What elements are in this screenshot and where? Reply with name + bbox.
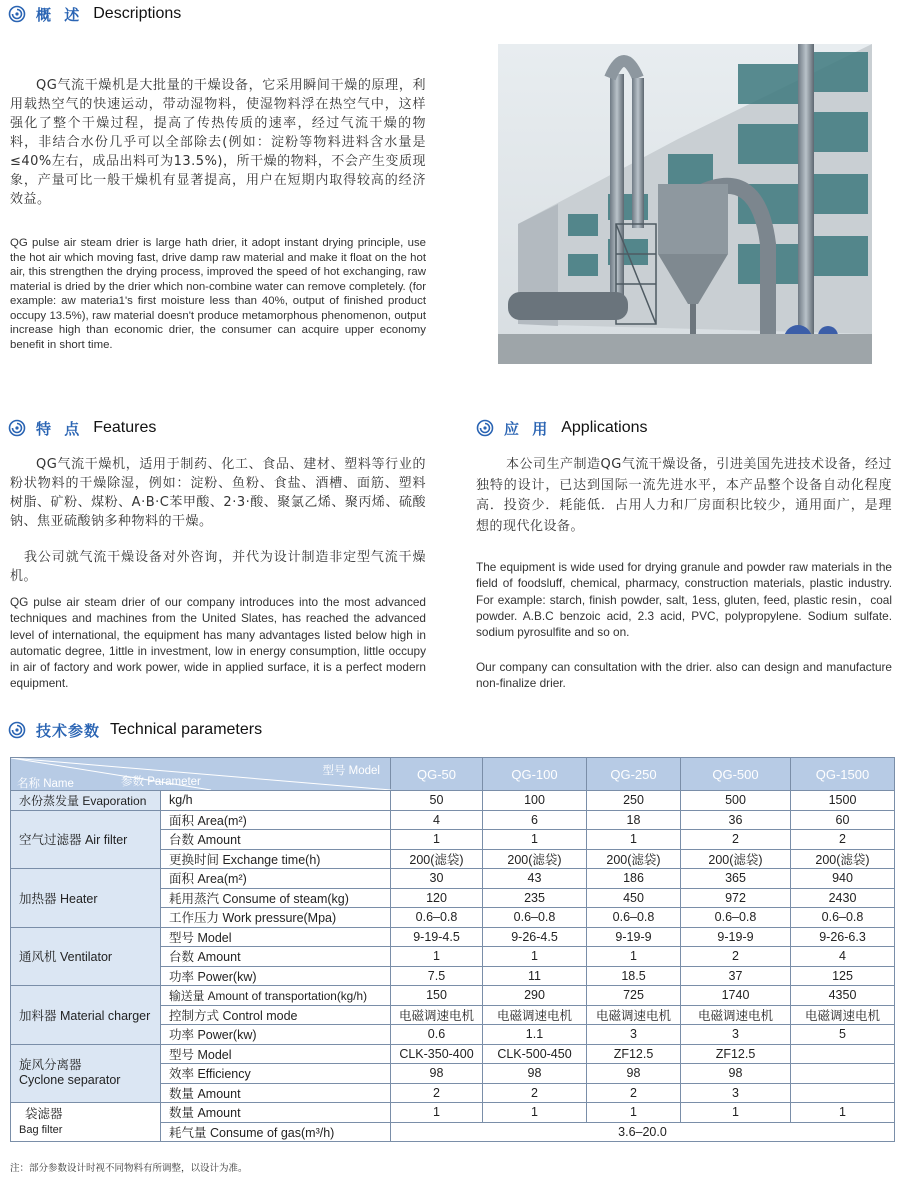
value-cell: 18 — [587, 810, 681, 830]
value-cell: 450 — [587, 888, 681, 908]
value-cell: 6 — [483, 810, 587, 830]
model-header: QG-250 — [587, 758, 681, 791]
value-cell: 1500 — [791, 791, 895, 811]
param-cell: 功率 Power(kw) — [161, 966, 391, 986]
model-header: QG-500 — [681, 758, 791, 791]
param-cell: 耗气量 Consume of gas(m³/h) — [161, 1122, 391, 1142]
value-cell: 1 — [681, 1103, 791, 1123]
value-cell: 200(滤袋) — [391, 849, 483, 869]
value-cell: 98 — [391, 1064, 483, 1084]
value-cell: 940 — [791, 869, 895, 889]
value-cell: 9-19-9 — [681, 927, 791, 947]
value-cell: 37 — [681, 966, 791, 986]
features-en-text: QG pulse air steam drier of our company introduces into the most advanced techniques and machines from the United Slates, has reached the advanced level of international, the equipment has many advantages listed below high in automatic degree, 1ittle in investment, low in energy consumption, little occupy in air of factory and work power, wide in applied surface, it is a perfect modern equipment. — [10, 595, 426, 691]
descriptions-title-en: Descriptions — [93, 5, 182, 22]
value-cell: 972 — [681, 888, 791, 908]
features-cn-text-2: 我公司就气流干燥设备对外咨询，并代为设计制造非定型气流干燥机。 — [10, 550, 426, 584]
value-cell: 1 — [587, 947, 681, 967]
value-cell: 1 — [483, 1103, 587, 1123]
param-cell: 耗用蒸汽 Consume of steam(kg) — [161, 888, 391, 908]
applications-heading — [476, 416, 648, 440]
table-row — [11, 1044, 895, 1064]
value-cell: 2 — [483, 1083, 587, 1103]
value-cell: 100 — [483, 791, 587, 811]
features-heading — [8, 416, 156, 440]
param-cell: 工作压力 Work pressure(Mpa) — [161, 908, 391, 928]
value-cell: 235 — [483, 888, 587, 908]
bag-filter-label-en: Bag filter — [19, 1123, 63, 1136]
param-cell: 效率 Efficiency — [161, 1064, 391, 1084]
category-heater: 加热器 Heater — [11, 869, 161, 928]
param-cell: 功率 Power(kw) — [161, 1025, 391, 1045]
param-cell: 更换时间 Exchange time(h) — [161, 849, 391, 869]
descriptions-en-text: QG pulse air steam drier is large hath drier, it adopt instant drying principle, use the hot air which moving fast, drive damp raw material and make it float on the hot air, this strengthen the drying process, improved the speed of hot exchanging, raw material is dried by the drier which non-combine water can remove completely. (for example: aw materia1's first moisture less than 40%, output of finished product occupy 13.5%), raw material doesn't produce metamorphous phenomenon, output increase high than economic drier, the consumer can acquire upper economy benefit in short time. — [10, 237, 426, 351]
value-cell: 1 — [391, 1103, 483, 1123]
value-cell — [791, 1044, 895, 1064]
value-cell: 200(滤袋) — [587, 849, 681, 869]
value-cell: 0.6–0.8 — [391, 908, 483, 928]
descriptions-cn-text: QG气流干燥机是大批量的干燥设备，它采用瞬间干燥的原理，利用载热空气的快速运动，带动湿物料，使湿物料浮在热空气中，这样强化了整个干燥过程，提高了传热传质的速率，经过气流干燥的物料，非结合水份几乎可以全部除去(例如：淀粉等物料进料含水量是≤40%左右，成品出料可为13.5%)，所干燥的物料，不会产生变质现象，产量可比一般干燥机有显著提高，用户在短期内取得较高的经济效益。 — [10, 78, 426, 207]
value-cell — [791, 1064, 895, 1084]
value-cell: 98 — [587, 1064, 681, 1084]
value-cell: 0.6 — [391, 1025, 483, 1045]
value-cell: ZF12.5 — [681, 1044, 791, 1064]
features-cn-text-1: QG气流干燥机，适用于制药、化工、食品、建材、塑料等行业的粉状物料的干燥除湿，例如：淀粉、鱼粉、食盐、酒槽、面筋、塑料树脂、矿粉、煤粉、A·B·C苯甲酸、2·3·酸、聚氯乙烯、聚丙烯、硫酸钠、焦亚硫酸钠多种物料的干燥。 — [10, 457, 426, 529]
table-header-row — [11, 758, 895, 791]
value-cell: 125 — [791, 966, 895, 986]
value-cell: 1 — [483, 947, 587, 967]
value-cell: 0.6–0.8 — [681, 908, 791, 928]
value-cell: 9-19-4.5 — [391, 927, 483, 947]
model-header: QG-100 — [483, 758, 587, 791]
value-cell: 0.6–0.8 — [483, 908, 587, 928]
value-cell: 43 — [483, 869, 587, 889]
model-header: QG-1500 — [791, 758, 895, 791]
technical-title-cn: 技术参数 — [36, 721, 101, 740]
value-cell: 电磁调速电机 — [391, 1005, 483, 1025]
value-cell: 1 — [483, 830, 587, 850]
value-cell: 1 — [791, 1103, 895, 1123]
applications-en-text-1: The equipment is wide used for drying granule and powder raw materials in the field of foodsluff, chemical, pharmacy, construction materials, plastic industry. For example: starch, finish powder, salt, 1ess, gluten, feed, plastic resin，coal powder. A.B.C benzoic acid, 2.3 acid, PVC, polypropylene. Sodium sulfate. sodium pyrosulfite and so on. — [476, 560, 892, 640]
header-diagonal-cell — [11, 758, 391, 791]
applications-en-text-2: Our company can consultation with the drier. also can design and manufacture non-finalize drier. — [476, 660, 892, 691]
category-ventilator: 通风机 Ventilator — [11, 927, 161, 986]
value-cell: 60 — [791, 810, 895, 830]
value-cell: 1740 — [681, 986, 791, 1006]
category-cyclone-separator — [11, 1044, 161, 1103]
value-cell: 电磁调速电机 — [483, 1005, 587, 1025]
value-cell: 18.5 — [587, 966, 681, 986]
category-evaporation: 水份蒸发量 Evaporation — [11, 791, 161, 811]
value-cell: 4 — [791, 947, 895, 967]
value-cell: 4350 — [791, 986, 895, 1006]
value-cell: 2430 — [791, 888, 895, 908]
value-cell: 365 — [681, 869, 791, 889]
cyclone-label-cn: 旋风分离器 — [19, 1058, 82, 1073]
value-cell: 2 — [681, 830, 791, 850]
swirl-icon — [8, 5, 26, 23]
table-note: 注：部分参数设计时视不同物料有所调整，以设计为准。 — [10, 1163, 248, 1174]
value-cell: 0.6–0.8 — [791, 908, 895, 928]
value-cell: CLK-350-400 — [391, 1044, 483, 1064]
value-cell: 500 — [681, 791, 791, 811]
value-cell: 1 — [391, 947, 483, 967]
param-cell: 数量 Amount — [161, 1083, 391, 1103]
param-cell: 数量 Amount — [161, 1103, 391, 1123]
value-cell: 30 — [391, 869, 483, 889]
table-row — [11, 1103, 895, 1123]
value-cell: 290 — [483, 986, 587, 1006]
category-air-filter: 空气过滤器 Air filter — [11, 810, 161, 869]
value-cell: 1 — [587, 830, 681, 850]
bag-filter-label-cn: 袋滤器 — [25, 1106, 63, 1121]
param-cell: 面积 Area(m²) — [161, 810, 391, 830]
header-model-label: 型号 Model — [322, 765, 380, 777]
category-bag-filter — [11, 1103, 161, 1142]
param-cell: 型号 Model — [161, 927, 391, 947]
value-cell: 200(滤袋) — [483, 849, 587, 869]
value-cell: 5 — [791, 1025, 895, 1045]
value-cell: 36 — [681, 810, 791, 830]
table-row — [11, 869, 895, 889]
param-cell: 台数 Amount — [161, 830, 391, 850]
value-cell: 3 — [681, 1025, 791, 1045]
cyclone-label-en: Cyclone separator — [19, 1073, 121, 1088]
param-cell: 输送量 Amount of transportation(kg/h) — [161, 986, 391, 1006]
applications-title-en: Applications — [561, 419, 648, 436]
value-cell: 1 — [391, 830, 483, 850]
value-cell: 9-19-9 — [587, 927, 681, 947]
value-cell: 9-26-4.5 — [483, 927, 587, 947]
descriptions-title-cn: 概 述 — [36, 5, 84, 24]
swirl-icon — [476, 419, 494, 437]
value-cell: 250 — [587, 791, 681, 811]
applications-title-cn: 应 用 — [504, 419, 552, 438]
table-row — [11, 927, 895, 947]
value-cell: 3 — [681, 1083, 791, 1103]
param-cell: 台数 Amount — [161, 947, 391, 967]
value-cell: 3 — [587, 1025, 681, 1045]
value-cell: 200(滤袋) — [681, 849, 791, 869]
value-cell: 电磁调速电机 — [791, 1005, 895, 1025]
technical-heading — [8, 718, 262, 742]
value-cell: 2 — [587, 1083, 681, 1103]
drier-illustration — [498, 44, 872, 364]
value-cell: 2 — [391, 1083, 483, 1103]
product-photo — [498, 44, 872, 364]
category-material-charger: 加料器 Material charger — [11, 986, 161, 1045]
technical-title-en: Technical parameters — [110, 721, 263, 738]
param-cell: 控制方式 Control mode — [161, 1005, 391, 1025]
param-cell: kg/h — [161, 791, 391, 811]
gas-consumption-value: 3.6–20.0 — [391, 1122, 895, 1142]
value-cell: 4 — [391, 810, 483, 830]
value-cell: 9-26-6.3 — [791, 927, 895, 947]
value-cell: 2 — [791, 830, 895, 850]
value-cell: 11 — [483, 966, 587, 986]
value-cell: 7.5 — [391, 966, 483, 986]
header-name-label: 名称 Name — [17, 778, 74, 790]
model-header: QG-50 — [391, 758, 483, 791]
features-title-en: Features — [93, 419, 157, 436]
table-row — [11, 986, 895, 1006]
value-cell: 1 — [587, 1103, 681, 1123]
header-param-label: 参数 Parameter — [121, 776, 201, 788]
swirl-icon — [8, 721, 26, 739]
value-cell: 50 — [391, 791, 483, 811]
value-cell: 2 — [681, 947, 791, 967]
value-cell: 186 — [587, 869, 681, 889]
value-cell: 200(滤袋) — [791, 849, 895, 869]
value-cell: 1.1 — [483, 1025, 587, 1045]
value-cell: 电磁调速电机 — [587, 1005, 681, 1025]
descriptions-heading — [8, 2, 181, 26]
value-cell: 0.6–0.8 — [587, 908, 681, 928]
applications-cn-text: 本公司生产制造QG气流干燥设备，引进美国先进技术设备，经过独特的设计，已达到国际一流先进水平，本产品整个设备自动化程度高．投资少．耗能低．占用人力和厂房面积比较少，通用面广，是理想的现代化设备。 — [476, 457, 892, 534]
table-row — [11, 791, 895, 811]
param-cell: 型号 Model — [161, 1044, 391, 1064]
value-cell: CLK-500-450 — [483, 1044, 587, 1064]
value-cell: 电磁调速电机 — [681, 1005, 791, 1025]
value-cell: 150 — [391, 986, 483, 1006]
value-cell — [791, 1083, 895, 1103]
param-cell: 面积 Area(m²) — [161, 869, 391, 889]
value-cell: 725 — [587, 986, 681, 1006]
value-cell: 98 — [483, 1064, 587, 1084]
value-cell: ZF12.5 — [587, 1044, 681, 1064]
table-row — [11, 810, 895, 830]
swirl-icon — [8, 419, 26, 437]
technical-table — [10, 757, 895, 1142]
features-title-cn: 特 点 — [36, 419, 84, 438]
value-cell: 120 — [391, 888, 483, 908]
value-cell: 98 — [681, 1064, 791, 1084]
